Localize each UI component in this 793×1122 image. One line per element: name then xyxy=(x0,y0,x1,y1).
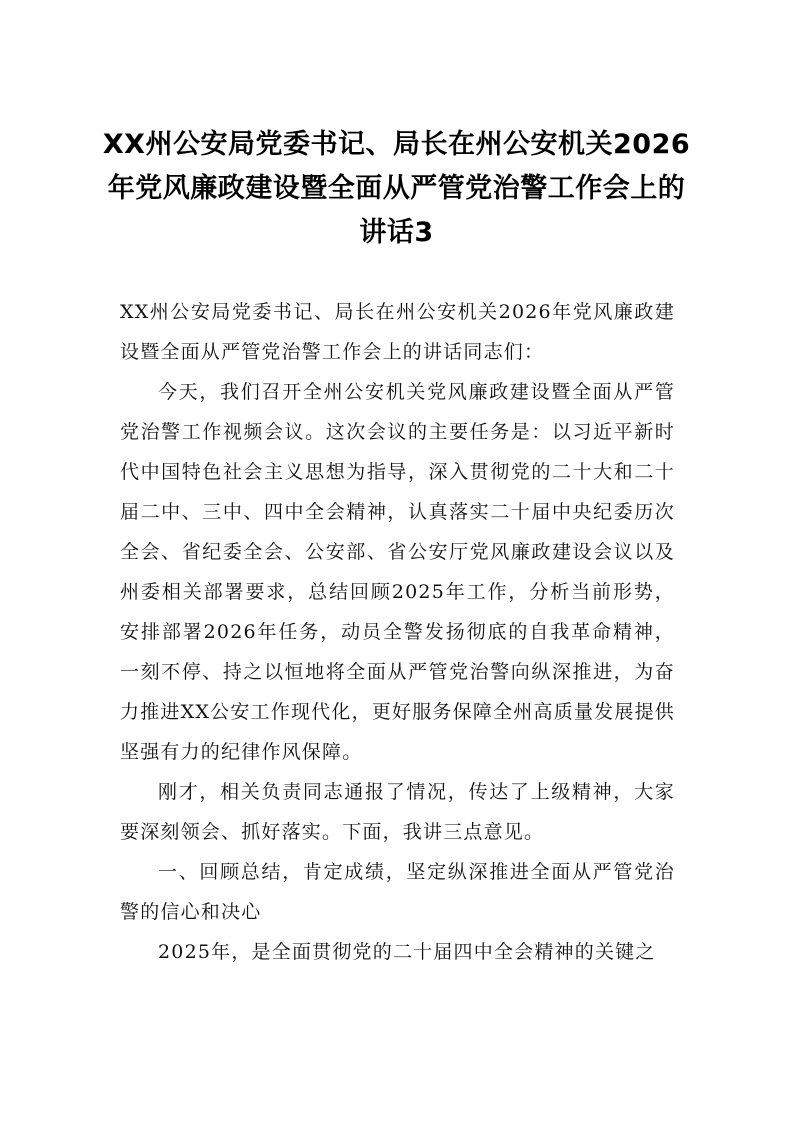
opening-paragraph: XX州公安局党委书记、局长在州公安机关2026年党风廉政建设暨全面从严管党治警工作会上的讲话同志们： xyxy=(120,301,675,363)
section-heading-1: 一、回顾总结，肯定成绩，坚定纵深推进全面从严管党治警的信心和决心 xyxy=(120,861,675,923)
document-body xyxy=(120,292,675,972)
section-paragraph: 2025年，是全面贯彻党的二十届四中全会精神的关键之 xyxy=(158,941,656,963)
intro-paragraph: 今天，我们召开全州公安机关党风廉政建设暨全面从严管党治警工作视频会议。这次会议的主要任务是：以习近平新时代中国特色社会主义思想为指导，深入贯彻党的二十大和二十届二中、三中、四中全会精神，认真落实二十届中央纪委历次全会、省纪委全会、公安部、省公安厅党风廉政建设会议以及州委相关部署要求，总结回顾2025年工作，分析当前形势，安排部署2026年任务，动员全警发扬彻底的自我革命精神，一刻不停、持之以恒地将全面从严管党治警向纵深推进，为奋力推进XX公安工作现代化，更好服务保障全州高质量发展提供坚强有力的纪律作风保障。 xyxy=(120,381,675,763)
document-title: XX州公安局党委书记、局长在州公安机关2026年党风廉政建设暨全面从严管党治警工作会上的讲话3 xyxy=(102,129,691,248)
transition-paragraph: 刚才，相关负责同志通报了情况，传达了上级精神，大家要深刻领会、抓好落实。下面，我讲三点意见。 xyxy=(120,781,675,843)
